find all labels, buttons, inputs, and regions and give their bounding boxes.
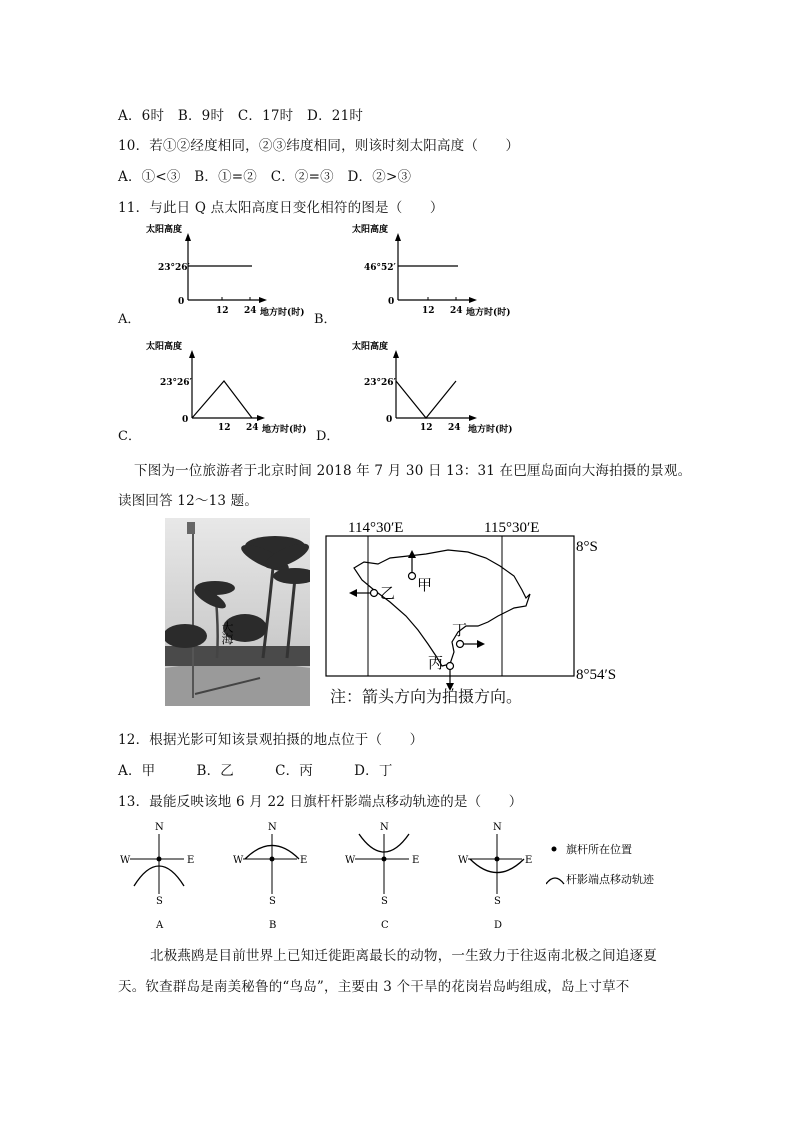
point-ding-label: 丁 [452, 623, 468, 639]
option-label: D [494, 920, 503, 931]
q11-graph-a [140, 220, 320, 320]
q13-diagram-d [456, 818, 546, 940]
x-tick-24: 24 [244, 306, 257, 316]
west-label: W [458, 855, 469, 866]
y-axis-label: 太阳高度 [146, 225, 183, 235]
q11-option-b-label: B． [314, 312, 337, 327]
q12-options: A．甲 B．乙 C．丙 D．丁 [118, 763, 393, 779]
x-tick-24: 24 [246, 423, 259, 433]
west-label: W [233, 855, 244, 866]
y-value-label: 23°26′ [364, 378, 396, 388]
y-value-label: 23°26′ [158, 263, 190, 273]
q13-stem: 13．最能反映该地 6 月 22 日旗杆杆影端点移动轨迹的是（ ） [118, 794, 523, 810]
passage-next-line1: 北极燕鸥是目前世界上已知迁徙距离最长的动物，一生致力于往返南北极之间追逐夏 [150, 948, 657, 964]
west-label: W [120, 855, 131, 866]
flagpole-dot-icon [552, 847, 557, 852]
legend-flagpole: 旗杆所在位置 [566, 843, 632, 856]
option-label: C [381, 920, 389, 931]
map-note: 注：箭头方向为拍摄方向。 [330, 687, 523, 706]
passage-next-line2: 天。钦查群岛是南美秘鲁的“鸟岛”，主要由 3 个干旱的花岗岩岛屿组成，岛上寸草不 [118, 979, 630, 995]
q13-diagram-b [231, 818, 321, 940]
option-label: B [269, 920, 277, 931]
option-label: A [156, 920, 164, 931]
track-curve-icon [546, 878, 564, 884]
south-label: S [156, 896, 163, 907]
north-label: N [155, 822, 164, 833]
y-axis-label: 太阳高度 [352, 225, 389, 235]
west-label: W [345, 855, 356, 866]
x-tick-12: 12 [218, 423, 231, 433]
x-axis-label: 地方时(时) [466, 308, 511, 318]
q11-stem: 11．与此日 Q 点太阳高度日变化相符的图是（ ） [118, 200, 444, 216]
east-label: E [412, 855, 420, 866]
east-label: E [525, 855, 533, 866]
y-value-label: 23°26′ [160, 378, 192, 388]
x-axis-label: 地方时(时) [260, 308, 305, 318]
lon-left-label: 114°30′E [348, 520, 404, 536]
east-label: E [300, 855, 308, 866]
origin-label: 0 [386, 415, 393, 425]
q11-graph-c [140, 337, 320, 437]
north-label: N [493, 822, 502, 833]
lat-top-label: 8°S [576, 539, 598, 555]
x-tick-24: 24 [448, 423, 461, 433]
y-value-label: 46°52′ [364, 263, 396, 273]
q11-graph-d [348, 337, 528, 437]
beach-photo-illustration [165, 518, 310, 706]
south-label: S [381, 896, 388, 907]
bali-island-outline [354, 550, 530, 666]
x-axis-label: 地方时(时) [468, 425, 513, 435]
north-label: N [268, 822, 277, 833]
q13-diagram-a [118, 818, 208, 940]
passage-12-13-line2: 读图回答 12～13 题。 [118, 493, 259, 509]
point-yi-label: 乙 [380, 586, 396, 602]
q11-graph-b [348, 220, 528, 320]
legend-track: 杆影端点移动轨迹 [566, 873, 654, 886]
x-tick-12: 12 [216, 306, 229, 316]
origin-label: 0 [178, 297, 185, 307]
south-label: S [269, 896, 276, 907]
lat-bottom-label: 8°54′S [576, 667, 617, 683]
q11-option-c-label: C． [118, 429, 141, 444]
q13-legend [546, 840, 676, 894]
x-tick-12: 12 [420, 423, 433, 433]
lon-right-label: 115°30′E [484, 520, 540, 536]
q11-option-a-label: A． [118, 312, 141, 327]
south-label: S [494, 896, 501, 907]
origin-label: 0 [182, 415, 189, 425]
q12-stem: 12．根据光影可知该景观拍摄的地点位于（ ） [118, 732, 424, 748]
q10-options: A．①<③ B．①=② C．②=③ D．②>③ [118, 169, 412, 185]
q11-option-d-label: D． [316, 429, 340, 444]
q9-options: A．6时 B．9时 C．17时 D．21时 [118, 108, 364, 124]
q10-stem: 10．若①②经度相同，②③纬度相同，则该时刻太阳高度（ ） [118, 138, 520, 154]
origin-label: 0 [388, 297, 395, 307]
y-axis-label: 太阳高度 [146, 342, 183, 352]
point-bing-label: 丙 [428, 656, 444, 672]
x-tick-12: 12 [422, 306, 435, 316]
beach-photo [165, 518, 310, 706]
north-label: N [380, 822, 389, 833]
y-axis-label: 太阳高度 [352, 342, 389, 352]
x-axis-label: 地方时(时) [262, 425, 307, 435]
east-label: E [187, 855, 195, 866]
point-jia-label: 甲 [417, 578, 433, 594]
sea-label: 大海 [220, 621, 234, 645]
passage-12-13-line1: 下图为一位旅游者于北京时间 2018 年 7 月 30 日 13：31 在巴厘岛面向大海拍摄的景观。 [134, 463, 692, 479]
x-tick-24: 24 [450, 306, 463, 316]
q13-diagram-c [343, 818, 433, 940]
